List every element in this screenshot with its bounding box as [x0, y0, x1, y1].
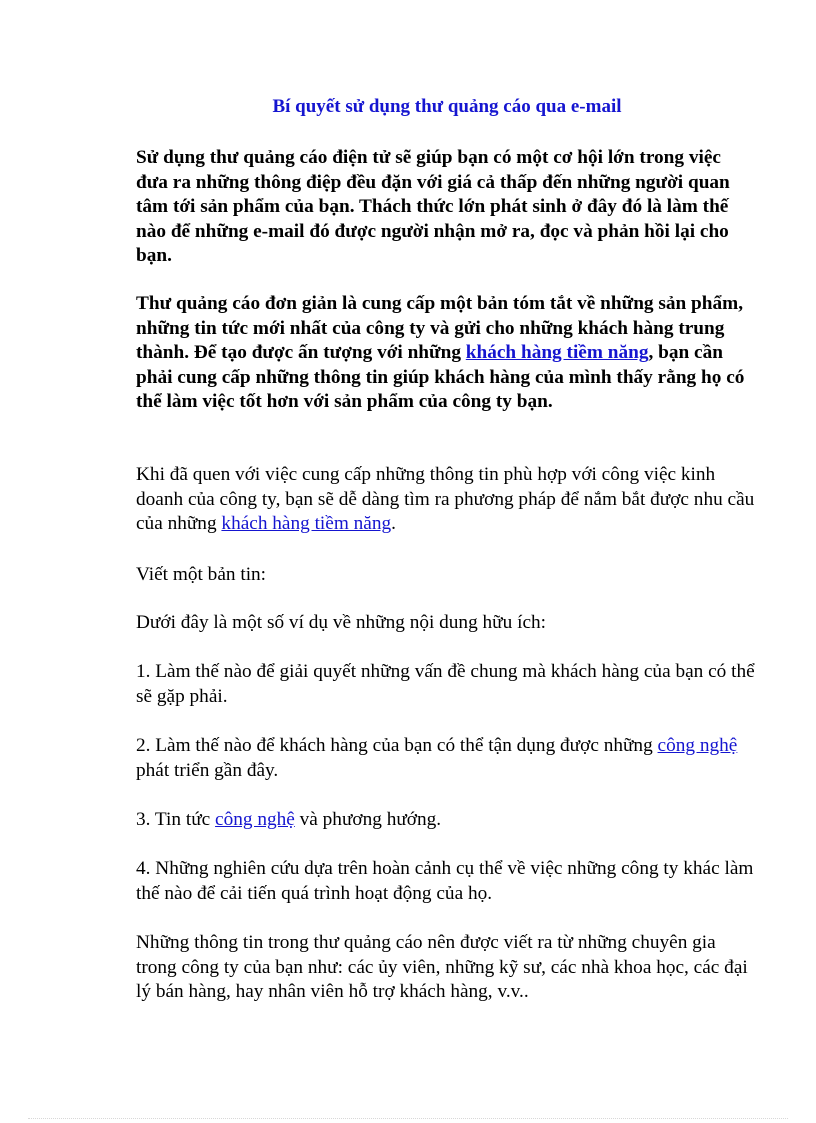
customer-needs-paragraph: [136, 463, 756, 537]
customer-needs-text-before: Khi đã quen với việc cung cấp những thông tin phù hợp với công việc kinh doanh của công ty, bạn sẽ dễ dàng tìm ra phương pháp để nắm bắt được nhu cầu của những: [136, 464, 755, 534]
list-item: [136, 734, 756, 783]
list-item-text-after: và phương hướng.: [294, 809, 442, 830]
customer-needs-text-after: .: [391, 513, 396, 534]
newsletter-text-before: Thư quảng cáo đơn giản là cung cấp một bản tóm tắt về những sản phẩm, những tin tức mới nhất của công ty và gửi cho những khách hàng trung thành. Để tạo được ấn tượng với những: [136, 293, 744, 363]
list-item: 4. Những nghiên cứu dựa trên hoàn cảnh cụ thể về việc những công ty khác làm thế nào để cải tiến quá trình hoạt động của họ.: [136, 858, 754, 904]
newsletter-paragraph: [136, 292, 756, 415]
closing-paragraph: Những thông tin trong thư quảng cáo nên được viết ra từ những chuyên gia trong công ty của bạn như: các ủy viên, những kỹ sư, các nhà khoa học, các đại lý bán hàng, hay nhân viên hỗ trợ khách hàng, v.v..: [136, 932, 748, 1002]
list-item: [136, 808, 756, 833]
examples-intro: Dưới đây là một số ví dụ về những nội dung hữu ích:: [136, 612, 546, 633]
document-title: Bí quyết sử dụng thư quảng cáo qua e-mail: [272, 96, 622, 117]
list-item-text-after: phát triển gần đây.: [136, 759, 279, 781]
potential-customers-link-2[interactable]: khách hàng tiềm năng: [221, 513, 392, 534]
footer-divider: [28, 1118, 788, 1119]
list-item-text-before: 2. Làm thế nào để khách hàng của bạn có thể tận dụng được những: [136, 735, 658, 756]
newsletter-text-after: , bạn cần phải cung cấp những thông tin giúp khách hàng của mình thấy rằng họ có thể làm việc tốt hơn với sản phẩm của công ty bạn.: [136, 342, 745, 412]
technology-link[interactable]: công nghệ: [657, 735, 738, 756]
list-item: 1. Làm thế nào để giải quyết những vấn đề chung mà khách hàng của bạn có thể sẽ gặp phải.: [136, 661, 755, 707]
list-item-text-before: 3. Tin tức: [136, 809, 216, 830]
potential-customers-link[interactable]: khách hàng tiềm năng: [465, 342, 649, 363]
technology-link-2[interactable]: công nghệ: [215, 809, 295, 830]
intro-paragraph: Sử dụng thư quảng cáo điện tử sẽ giúp bạn có một cơ hội lớn trong việc đưa ra những thông điệp đều đặn với giá cả thấp đến những người quan tâm tới sản phẩm của bạn. Thách thức lớn phát sinh ở đây đó là làm thế nào để những e-mail đó được người nhận mở ra, đọc và phản hồi lại cho bạn.: [136, 147, 730, 266]
write-newsletter-heading: Viết một bản tin:: [136, 564, 267, 585]
